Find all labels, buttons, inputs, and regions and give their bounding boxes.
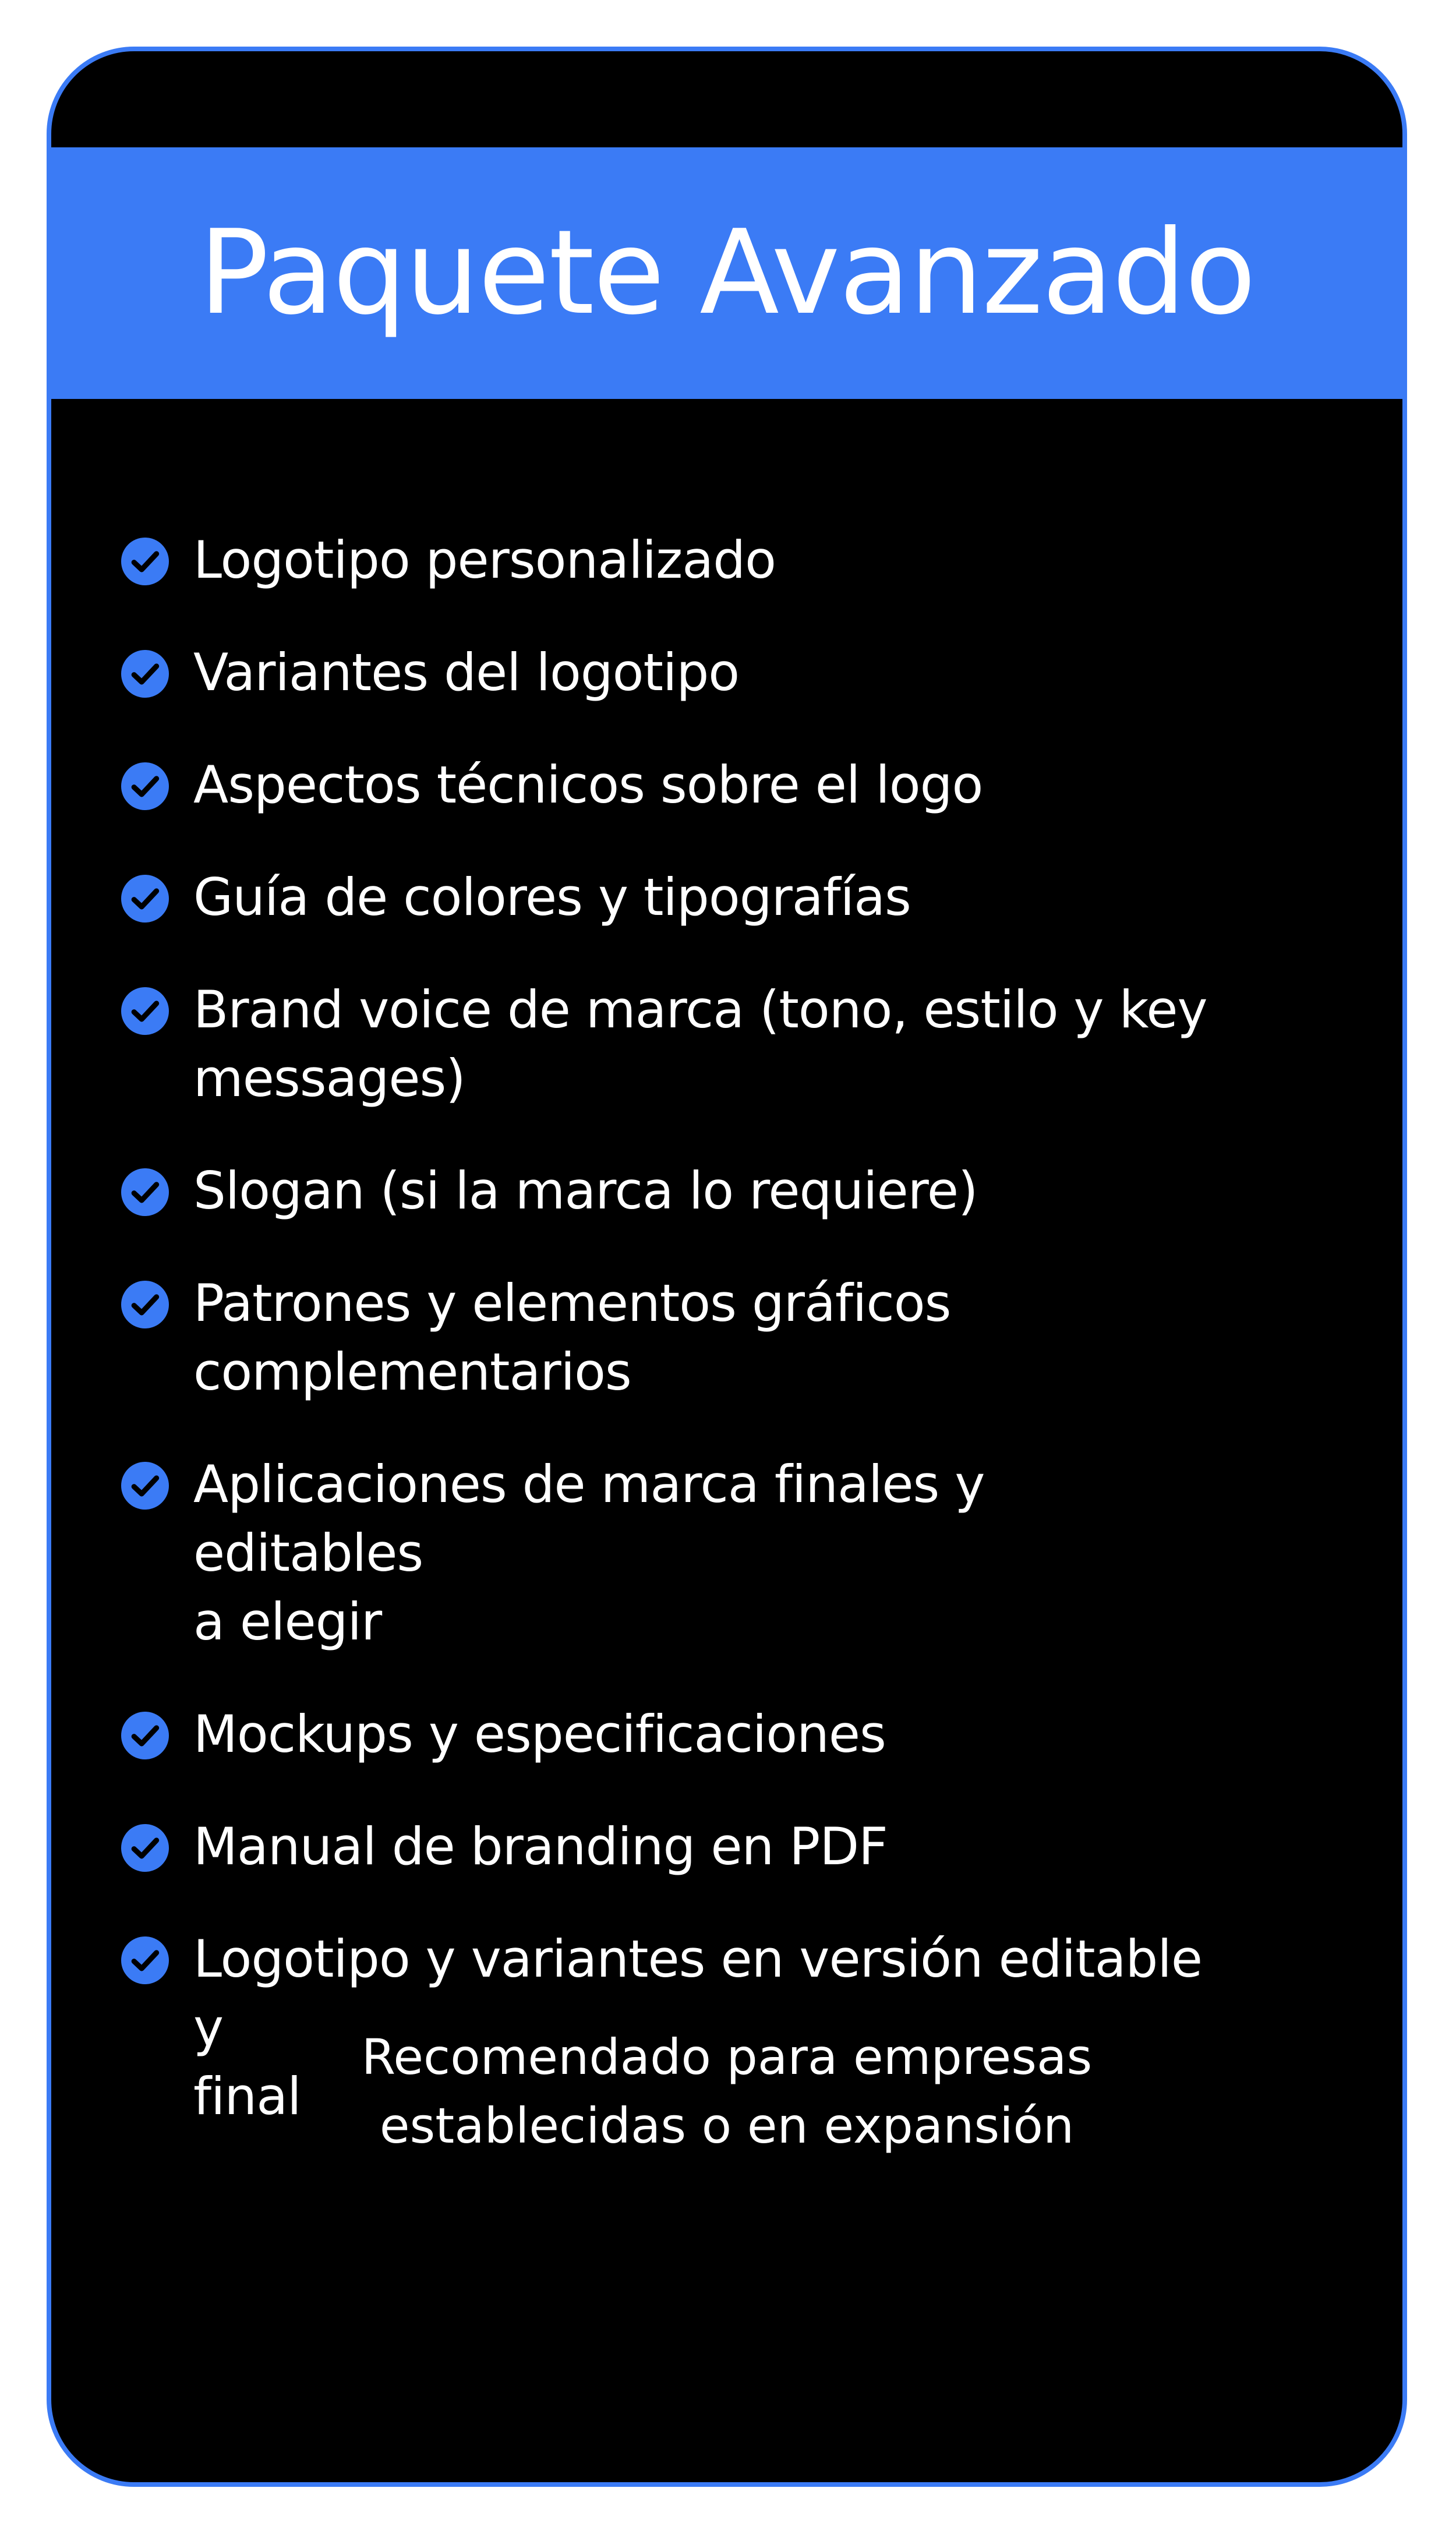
feature-label: [193, 1700, 1218, 1769]
feature-label: [193, 1269, 1218, 1406]
feature-label-line: Aspectos técnicos sobre el logo: [193, 755, 983, 815]
check-circle-icon: [121, 1936, 169, 1984]
recommendation-line-1: Recomendado para empresas: [361, 2028, 1093, 2086]
feature-label-line: final: [193, 2066, 301, 2126]
check-circle-icon: [121, 650, 169, 698]
feature-label-line: Slogan (si la marca lo requiere): [193, 1161, 978, 1221]
check-circle-icon: [121, 538, 169, 585]
list-item: [121, 1700, 1286, 1769]
feature-label: [193, 526, 1218, 595]
feature-label-line: Manual de branding en PDF: [193, 1816, 888, 1876]
recommendation-text: [51, 2023, 1402, 2160]
feature-label-line: Brand voice de marca (tono, estilo y key: [193, 980, 1207, 1040]
feature-label: [193, 976, 1218, 1113]
list-item: [121, 863, 1286, 932]
feature-label-line: messages): [193, 1048, 465, 1108]
feature-label: [193, 1450, 1218, 1656]
feature-label-line: a elegir: [193, 1592, 382, 1652]
check-circle-icon: [121, 987, 169, 1035]
feature-label-line: Logotipo y variantes en versión editable y: [193, 1929, 1202, 2058]
list-item: [121, 751, 1286, 819]
check-circle-icon: [121, 875, 169, 923]
list-item: [121, 1269, 1286, 1406]
feature-label: [193, 863, 1218, 932]
list-item: [121, 1812, 1286, 1881]
check-circle-icon: [121, 762, 169, 810]
check-circle-icon: [121, 1281, 169, 1328]
feature-label-line: Logotipo personalizado: [193, 530, 776, 590]
feature-label: [193, 751, 1218, 819]
check-circle-icon: [121, 1462, 169, 1510]
feature-label: [193, 1157, 1218, 1225]
check-circle-icon: [121, 1168, 169, 1216]
feature-label-line: complementarios: [193, 1342, 631, 1402]
list-item: [121, 976, 1286, 1113]
feature-label-line: Patrones y elementos gráficos: [193, 1273, 951, 1333]
package-title: Paquete Avanzado: [199, 205, 1255, 341]
check-circle-icon: [121, 1712, 169, 1759]
list-item: [121, 1450, 1286, 1656]
package-card: [47, 47, 1407, 2487]
feature-label-line: Guía de colores y tipografías: [193, 867, 911, 927]
feature-label: [193, 638, 1218, 707]
feature-label-line: Mockups y especificaciones: [193, 1704, 886, 1764]
check-circle-icon: [121, 1824, 169, 1872]
feature-label-line: Aplicaciones de marca finales y editables: [193, 1454, 985, 1583]
list-item: [121, 638, 1286, 707]
feature-label-line: Variantes del logotipo: [193, 642, 740, 702]
feature-label: [193, 1812, 1218, 1881]
list-item: [121, 1157, 1286, 1225]
feature-list: [121, 526, 1286, 2175]
list-item: [121, 526, 1286, 595]
card-header: [51, 147, 1402, 399]
recommendation-line-2: establecidas o en expansión: [379, 2097, 1075, 2154]
